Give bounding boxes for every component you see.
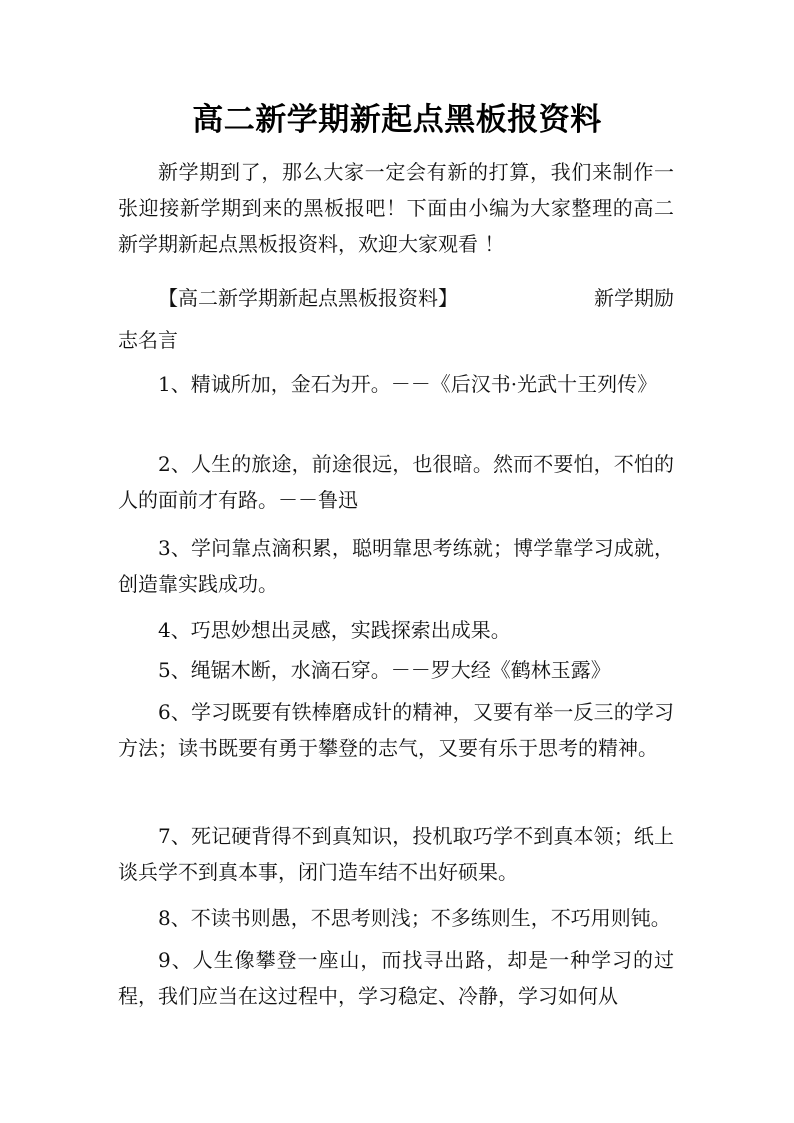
- list-item: 3、学问靠点滴积累，聪明靠思考练就；博学靠学习成就，创造靠实践成功。: [118, 536, 674, 596]
- intro-paragraph: 新学期到了，那么大家一定会有新的打算，我们来制作一张迎接新学期到来的黑板报吧！下面由小编为大家整理的高二新学期新起点黑板报资料，欢迎大家观看 ！: [118, 160, 674, 256]
- list-item: 1、精诚所加，金石为开。－－《后汉书·光武十王列传》: [158, 372, 658, 396]
- section-heading-subtitle: 新学期励: [594, 286, 674, 310]
- list-item: 8、不读书则愚，不思考则浅；不多练则生，不巧用则钝。: [158, 906, 671, 930]
- list-item: 4、巧思妙想出灵感，实践探索出成果。: [158, 618, 511, 642]
- page-title: 高二新学期新起点黑板报资料: [192, 102, 602, 138]
- section-heading-title: 【高二新学期新起点黑板报资料】: [158, 286, 458, 310]
- list-item: 9、人生像攀登一座山，而找寻出路，却是一种学习的过程，我们应当在这过程中，学习稳定、冷静，学习如何从: [118, 948, 674, 1008]
- list-item: 7、死记硬背得不到真知识，投机取巧学不到真本领；纸上谈兵学不到真本事，闭门造车结不出好硕果。: [118, 824, 674, 884]
- section-heading-continuation: 志名言: [118, 328, 178, 352]
- list-item: 6、学习既要有铁棒磨成针的精神，又要有举一反三的学习方法；读书既要有勇于攀登的志气，又要有乐于思考的精神。: [118, 700, 674, 760]
- list-item: 5、绳锯木断，水滴石穿。－－罗大经《鹤林玉露》: [158, 658, 611, 682]
- list-item: 2、人生的旅途，前途很远，也很暗。然而不要怕，不怕的人的面前才有路。－－鲁迅: [118, 452, 674, 512]
